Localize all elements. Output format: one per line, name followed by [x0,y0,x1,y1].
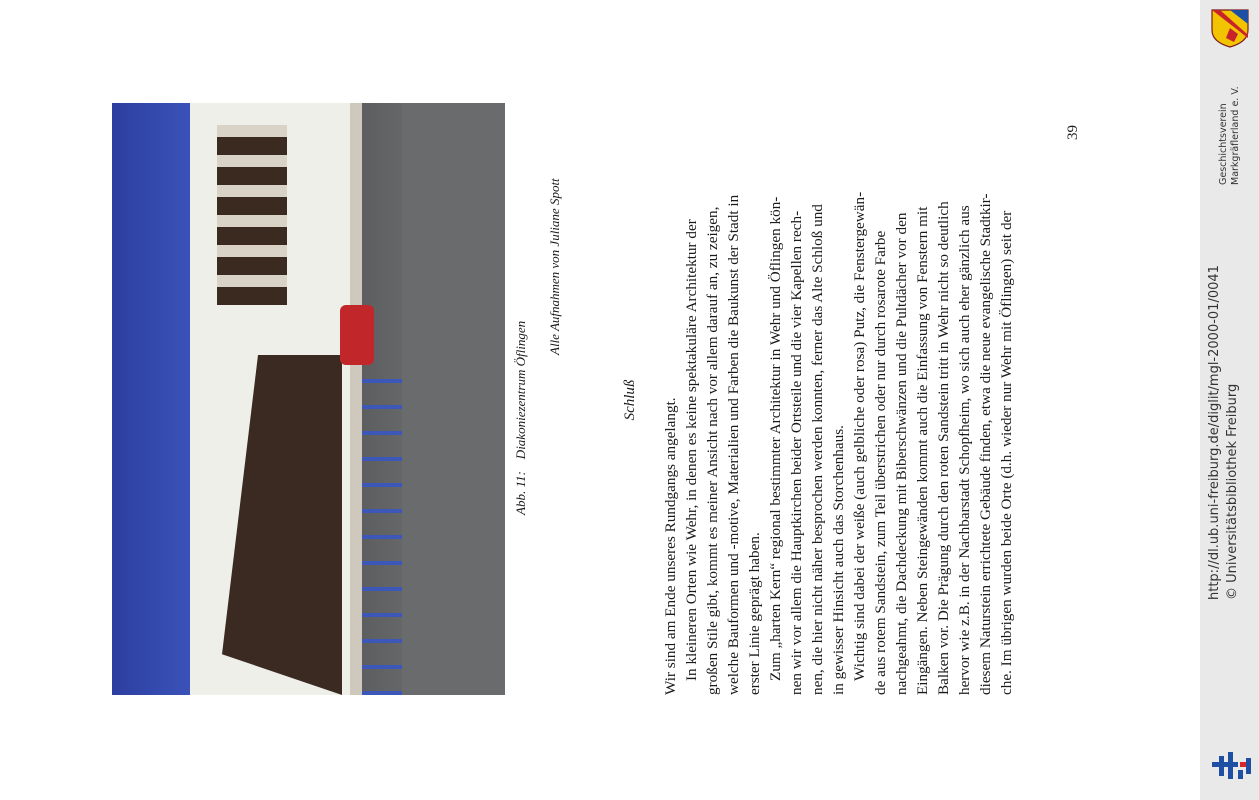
body-line: erster Linie geprägt haben. [746,532,763,695]
photo-sky [112,103,190,695]
society-label [1218,45,1258,185]
figure-photo [112,103,505,695]
body-text [660,103,1017,695]
body-line: großen Stile gibt, kommt es meiner Ansicht nach vor allem darauf an, zu zeigen, [704,206,721,695]
body-line: Wir sind am Ende unseres Rundgangs angelangt. [662,397,679,695]
body-line: de aus rotem Sandstein, zum Teil überstrichen oder nur durch rosarote Farbe [872,230,889,695]
body-line: Eingängen. Neben Steingewänden kommt auch die Einfassung von Fenstern mit [914,206,931,695]
body-line: diesem Naturstein errichtete Gebäude finden, etwa die neue evangelische Stadtkir- [977,193,994,695]
document-url[interactable]: http://dl.ub.uni-freiburg.de/diglit/mgl-2000-01/0041 [1207,265,1222,600]
figure-number: Abb. 11: [513,471,528,515]
figure-caption [513,215,529,515]
body-line: Zum „harten Kern“ regional bestimmter Architektur in Wehr und Öflingen kön- [767,196,784,681]
body-line: in gewisser Hinsicht auch das Storchenhaus. [830,425,847,695]
page-number: 39 [1065,125,1081,140]
figure-caption-text: Diakoniezentrum Öflingen [513,320,528,460]
rotated-page-content [50,100,1150,700]
sidebar-text-block [1205,200,1245,600]
body-line: In kleineren Orten wie Wehr, in denen es keine spektakuläre Architektur der [683,219,700,681]
body-line: Balken vor. Die Prägung durch den roten Sandstein tritt in Wehr nicht so deutlich [935,201,952,695]
photo-fence [362,365,402,695]
body-line: che. Im übrigen wurden beide Orte (d.h. wieder nur Wehr mit Öflingen) seit der [998,210,1015,695]
library-copyright: © Universitätsbibliothek Freiburg [1225,383,1240,600]
society-name-line2: Markgräflerland e. V. [1230,86,1241,185]
photo-credit: Alle Aufnahmen von Juliane Spott [547,178,562,355]
body-line: nen wir vor allem die Hauptkirchen beider Ortsteile und die vier Kapellen rech- [788,210,805,695]
photo-street [402,103,505,695]
body-line: welche Bauformen und -motive, Materialien und Farben die Baukunst der Stadt in [725,194,742,695]
body-line: Wichtig sind dabei der weiße (auch gelbliche oder rosa) Putz, die Fenstergewän- [851,191,868,681]
photo-car [340,305,374,365]
body-line: nachgeahmt, die Dachdeckung mit Biberschwänzen und die Pultdächer vor den [893,212,910,695]
body-line: nen, die hier nicht näher besprochen werden konnten, ferner das Alte Schloß und [809,204,826,695]
photo-windows [217,125,287,305]
section-heading: Schluß [622,379,638,421]
society-name-line1: Geschichtsverein [1218,103,1229,185]
body-line: hervor wie z.B. in der Nachbarstadt Schopfheim, wo sich auch eher gänzlich aus [956,205,973,695]
ub-freiburg-logo-icon [1212,748,1254,780]
crest-icon [1208,8,1252,48]
